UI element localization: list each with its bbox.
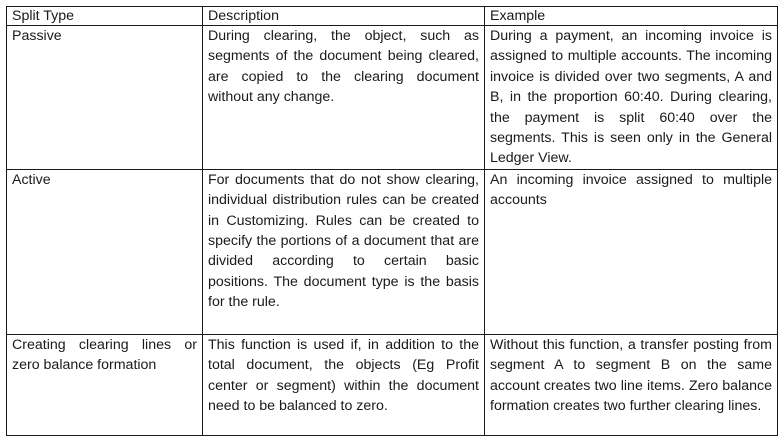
- description-cell: During clearing, the object, such as segments of the document being cleared, are copied to the clearing document without any change.: [203, 26, 485, 170]
- table-row: [7, 334, 778, 435]
- header-example: Example: [485, 7, 778, 26]
- description-cell: This function is used if, in addition to the total document, the objects (Eg Profit center or segment) within the document need to be balanced to zero.: [203, 334, 485, 435]
- split-type-table: [6, 6, 778, 436]
- header-split-type: Split Type: [7, 7, 203, 26]
- example-cell: An incoming invoice assigned to multiple accounts: [485, 169, 778, 334]
- example-cell: Without this function, a transfer posting from segment A to segment B on the same account creates two line items. Zero balance formation creates two further clearing lines.: [485, 334, 778, 435]
- table-row: [7, 169, 778, 334]
- table-body: [7, 26, 778, 436]
- table-row: [7, 26, 778, 170]
- header-description: Description: [203, 7, 485, 26]
- example-cell: During a payment, an incoming invoice is assigned to multiple accounts. The incoming invoice is divided over two segments, A and B, in the proportion 60:40. During clearing, the payment is split 60:40 over the segments. This is seen only in the General Ledger View.: [485, 26, 778, 170]
- header-row: [7, 7, 778, 26]
- split-type-cell: Active: [7, 169, 203, 334]
- split-type-cell: Creating clearing lines or zero balance formation: [7, 334, 203, 435]
- split-type-cell: Passive: [7, 26, 203, 170]
- table-header: [7, 7, 778, 26]
- description-cell: For documents that do not show clearing, individual distribution rules can be created in Customizing. Rules can be created to specify the portions of a document that are divided according to certain basic positions. The document type is the basis for the rule.: [203, 169, 485, 334]
